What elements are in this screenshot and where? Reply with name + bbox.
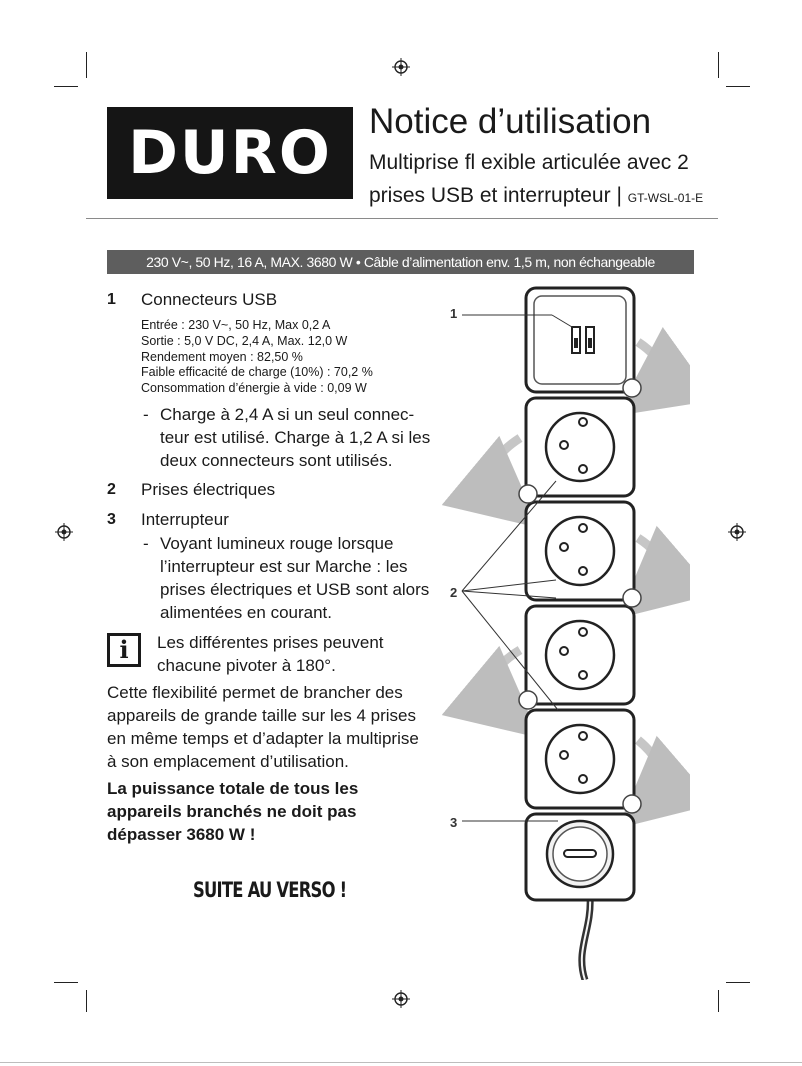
continue-overleaf: SUITE AU VERSO !	[193, 878, 347, 902]
item-number: 1	[107, 291, 116, 308]
rotate-arrow-icon	[638, 740, 661, 805]
text-line: deux connecteurs sont utilisés.	[160, 451, 393, 470]
switch-note	[160, 532, 429, 624]
info-icon: i	[107, 633, 141, 667]
power-strip-diagram	[440, 280, 690, 980]
text-line: dépasser 3680 W !	[107, 825, 256, 844]
rotate-arrow-icon	[493, 438, 520, 505]
text-line: prises électriques et USB sont alors	[160, 580, 430, 599]
spec-line: Rendement moyen : 82,50 %	[141, 349, 303, 364]
text-line: Cette flexibilité permet de brancher des	[107, 683, 403, 702]
usb-module	[526, 288, 634, 392]
crop-mark	[718, 990, 719, 1012]
subtitle-text: prises USB et interrupteur	[369, 184, 611, 207]
rotate-arrow-icon	[493, 650, 520, 715]
text-line: appareils branchés ne doit pas	[107, 802, 357, 821]
socket	[526, 502, 634, 600]
brand-logo: DURO	[107, 107, 353, 199]
item-title-sockets: Prises électriques	[141, 480, 276, 499]
item-title-switch: Interrupteur	[141, 510, 229, 529]
registration-mark-icon	[392, 58, 410, 76]
text-line: Voyant lumineux rouge lorsque	[160, 534, 394, 553]
text-line: teur est utilisé. Charge à 1,2 A si les	[160, 428, 431, 447]
text-line: La puissance totale de tous les	[107, 779, 359, 798]
bullet-dash: -	[143, 534, 149, 553]
callout-label: 3	[450, 815, 458, 830]
text-line: Charge à 2,4 A si un seul connec-	[160, 405, 415, 424]
text-line: Les différentes prises peuvent	[157, 633, 384, 652]
text-line: l’interrupteur est sur Marche : les	[160, 557, 408, 576]
switch-icon	[564, 850, 596, 857]
spec-line: Faible efficacité de charge (10%) : 70,2 %	[141, 365, 373, 380]
text-line: à son emplacement d’utilisation.	[107, 752, 349, 771]
usb-note	[160, 403, 430, 472]
text-line: chacune pivoter à 180°.	[157, 656, 336, 675]
socket	[526, 710, 634, 808]
header-divider	[86, 218, 718, 219]
registration-mark-icon	[55, 523, 73, 541]
product-subtitle	[369, 146, 729, 215]
separator: |	[616, 184, 622, 207]
spec-line: Consommation d’énergie à vide : 0,09 W	[141, 381, 367, 396]
crop-mark	[86, 52, 87, 78]
usb-specs	[141, 318, 373, 397]
crop-mark	[86, 990, 87, 1012]
page-title: Notice d’utilisation	[369, 102, 652, 141]
text-line: en même temps et d’adapter la multiprise	[107, 729, 419, 748]
registration-mark-icon	[728, 523, 746, 541]
power-warning	[107, 777, 358, 846]
crop-mark	[726, 982, 750, 983]
model-number: GT-WSL-01-E	[627, 191, 704, 205]
crop-mark	[718, 52, 719, 78]
socket	[526, 398, 634, 496]
spec-bar: 230 V~, 50 Hz, 16 A, MAX. 3680 W • Câble d’alimentation env. 1,5 m, non échangeable	[107, 250, 694, 274]
spec-line: Entrée : 230 V~, 50 Hz, Max 0,2 A	[141, 318, 331, 332]
page-edge-line	[0, 1062, 802, 1063]
rotate-arrow-icon	[638, 538, 661, 595]
callout-label: 2	[450, 585, 458, 600]
registration-mark-icon	[392, 990, 410, 1008]
item-title-usb: Connecteurs USB	[141, 290, 278, 309]
text-line: appareils de grande taille sur les 4 prises	[107, 706, 417, 725]
subtitle-line: Multiprise fl exible articulée avec 2	[369, 151, 689, 174]
subtitle-line	[369, 179, 729, 215]
item-number: 2	[107, 481, 116, 498]
spec-line: Sortie : 5,0 V DC, 2,4 A, Max. 12,0 W	[141, 333, 348, 348]
text-line: alimentées en courant.	[160, 603, 332, 622]
crop-mark	[54, 982, 78, 983]
crop-mark	[726, 86, 750, 87]
crop-mark	[54, 86, 78, 87]
info-note	[157, 631, 384, 677]
item-number: 3	[107, 511, 116, 528]
socket	[526, 606, 634, 704]
flexibility-paragraph	[107, 681, 419, 773]
switch-module	[526, 814, 634, 900]
bullet-dash: -	[143, 405, 149, 424]
callout-label: 1	[450, 306, 458, 321]
